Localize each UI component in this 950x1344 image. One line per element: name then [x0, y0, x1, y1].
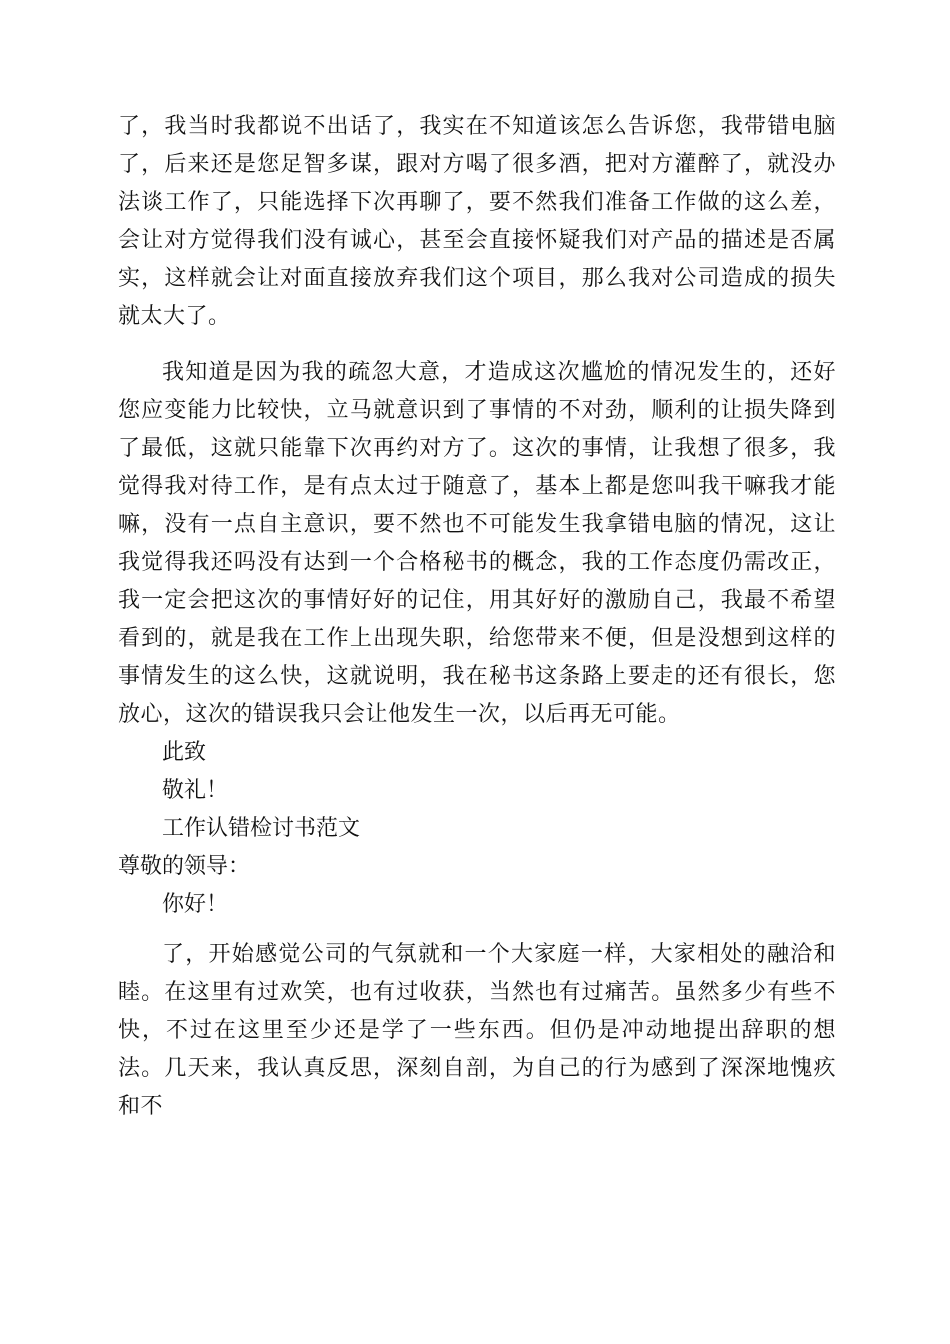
- document-page: [118, 108, 836, 1126]
- greeting: 你好！: [162, 892, 229, 917]
- closing-line-1: 此致: [162, 740, 207, 765]
- section-title: 工作认错检讨书范文: [162, 816, 361, 841]
- paragraph-3: 了，开始感觉公司的气氛就和一个大家庭一样，大家相处的融洽和睦。在这里有过欢笑，也有过收获，当然也有过痛苦。虽然多少有些不快，不过在这里至少还是学了一些东西。但仍是冲动地提出辞职的想法。几天来，我认真反思，深刻自剖，为自己的行为感到了深深地愧疚和不: [118, 942, 836, 1119]
- closing-line-2: 敬礼！: [162, 778, 229, 803]
- paragraph-2: 我知道是因为我的疏忽大意，才造成这次尴尬的情况发生的，还好您应变能力比较快，立马就意识到了事情的不对劲，顺利的让损失降到了最低，这就只能靠下次再约对方了。这次的事情，让我想了很多，我觉得我对待工作，是有点太过于随意了，基本上都是您叫我干嘛我才能嘛，没有一点自主意识，要不然也不可能发生我拿错电脑的情况，这让我觉得我还吗没有达到一个合格秘书的概念，我的工作态度仍需改正，我一定会把这次的事情好好的记住，用其好好的激励自己，我最不希望看到的，就是我在工作上出现失职，给您带来不便，但是没想到这样的事情发生的这么快，这就说明，我在秘书这条路上要走的还有很长，您放心，这次的错误我只会让他发生一次，以后再无可能。: [118, 360, 836, 727]
- paragraph-1: 了，我当时我都说不出话了，我实在不知道该怎么告诉您，我带错电脑了，后来还是您足智多谋，跟对方喝了很多酒，把对方灌醉了，就没办法谈工作了，只能选择下次再聊了，要不然我们准备工作做的这么差，会让对方觉得我们没有诚心，甚至会直接怀疑我们对产品的描述是否属实，这样就会让对面直接放弃我们这个项目，那么我对公司造成的损失就太大了。: [118, 114, 836, 329]
- salutation: 尊敬的领导：: [118, 854, 251, 879]
